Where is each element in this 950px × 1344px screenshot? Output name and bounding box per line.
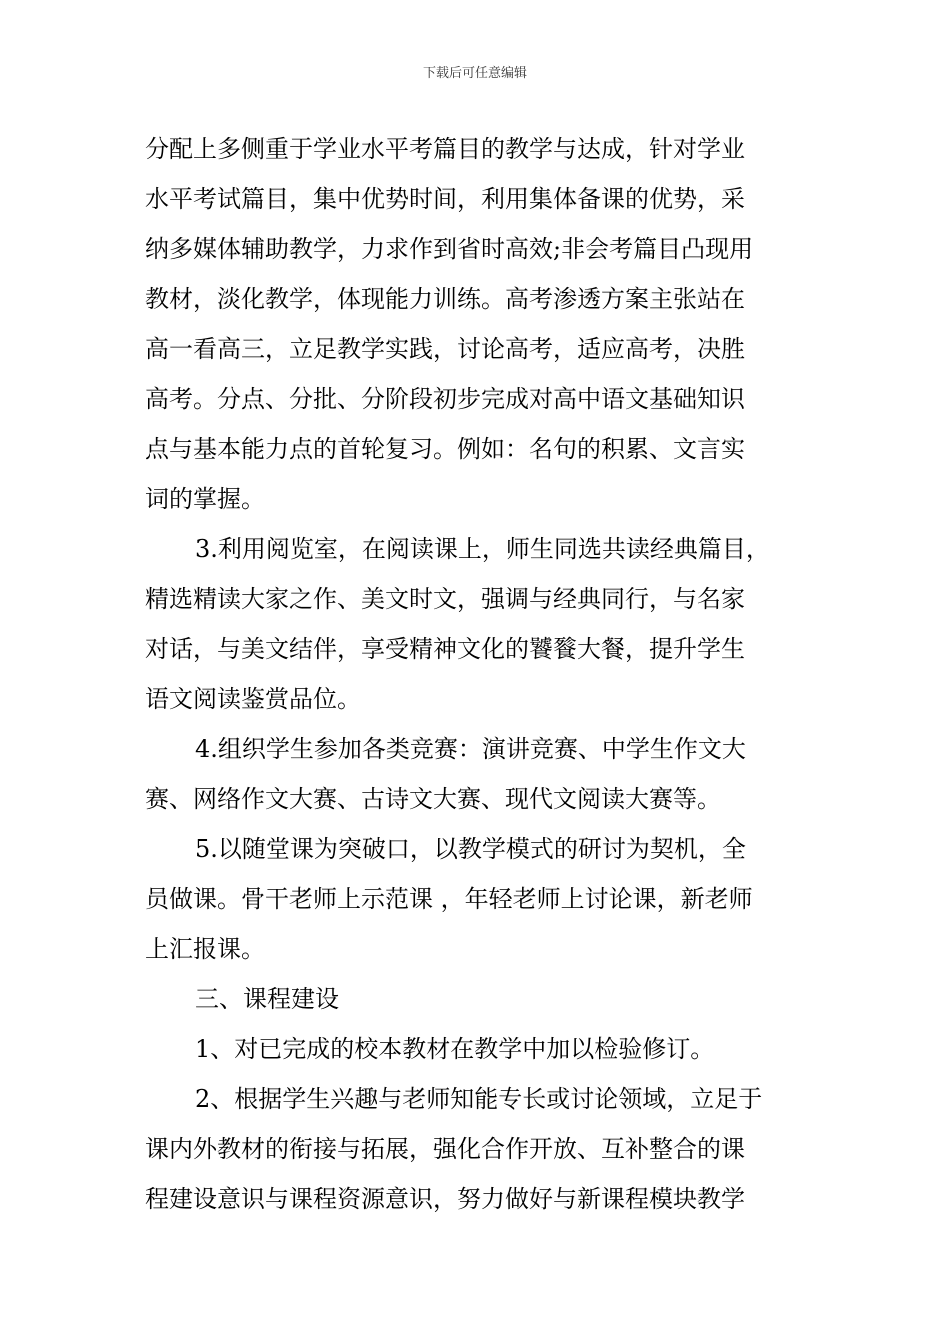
text-line: 分配上多侧重于学业水平考篇目的教学与达成，针对学业 [145, 135, 745, 163]
text-line: 员做课。骨干老师上示范课 ，年轻老师上讨论课，新老师 [145, 885, 753, 913]
page-header: 下载后可任意编辑 [422, 66, 527, 81]
text-line: 4.组织学生参加各类竞赛：演讲竞赛、中学生作文大 [195, 735, 746, 763]
text-line: 三、课程建设 [195, 985, 339, 1013]
text-line: 2、根据学生兴趣与老师知能专长或讨论领域，立足于 [195, 1085, 763, 1113]
text-line: 教材，淡化教学，体现能力训练。高考渗透方案主张站在 [145, 285, 745, 313]
text-line: 1、对已完成的校本教材在教学中加以检验修订。 [195, 1035, 715, 1063]
text-line: 词的掌握。 [145, 485, 265, 513]
text-line: 水平考试篇目，集中优势时间，利用集体备课的优势，采 [145, 185, 745, 213]
text-line: 高考。分点、分批、分阶段初步完成对高中语文基础知识 [145, 385, 745, 413]
text-line: 点与基本能力点的首轮复习。例如：名句的积累、文言实 [145, 435, 745, 463]
text-line: 语文阅读鉴赏品位。 [145, 685, 361, 713]
text-line: 3.利用阅览室，在阅读课上，师生同选共读经典篇目， [195, 535, 770, 563]
text-line: 高一看高三，立足教学实践，讨论高考，适应高考，决胜 [145, 335, 745, 363]
text-line: 赛、网络作文大赛、古诗文大赛、现代文阅读大赛等。 [145, 785, 721, 813]
text-line: 对话，与美文结伴，享受精神文化的饕餮大餐，提升学生 [145, 635, 745, 663]
text-line: 纳多媒体辅助教学，力求作到省时高效;非会考篇目凸现用 [145, 235, 754, 263]
text-line: 课内外教材的衔接与拓展，强化合作开放、互补整合的课 [145, 1135, 745, 1163]
text-line: 精选精读大家之作、美文时文，强调与经典同行，与名家 [145, 585, 745, 613]
document-body [145, 124, 810, 1224]
text-line: 5.以随堂课为突破口，以教学模式的研讨为契机，全 [195, 835, 746, 863]
text-line: 上汇报课。 [145, 935, 265, 963]
text-line: 程建设意识与课程资源意识，努力做好与新课程模块教学 [145, 1185, 745, 1213]
